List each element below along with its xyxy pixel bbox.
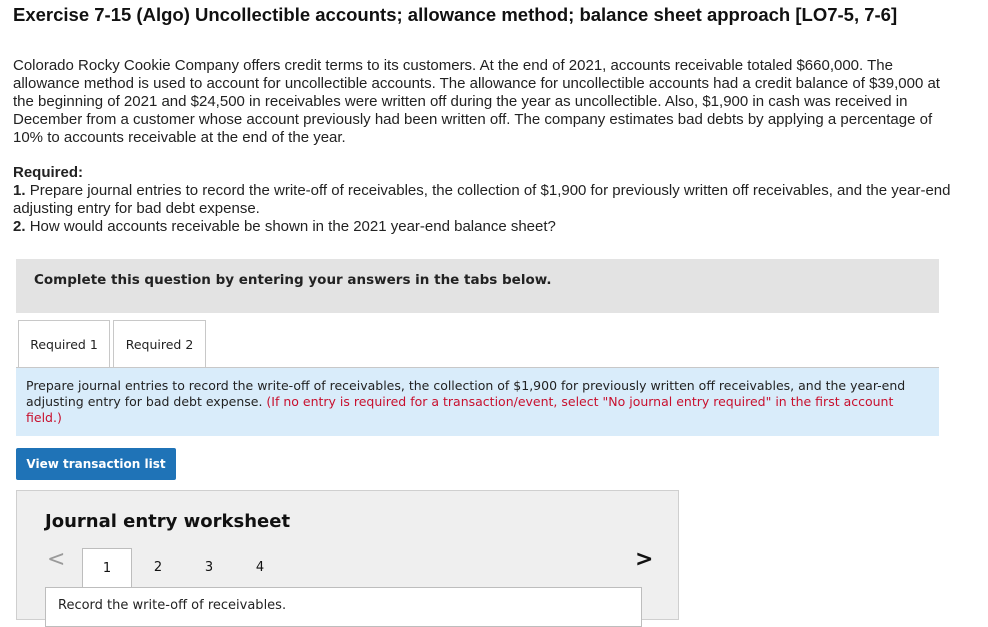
worksheet-entry-panel <box>45 587 642 627</box>
worksheet-page-1[interactable]: 1 <box>82 548 132 588</box>
complete-question-text: Complete this question by entering your answers in the tabs below. <box>34 272 552 288</box>
chevron-right-icon[interactable]: > <box>635 547 654 572</box>
instruction-note: (If no entry is required for a transaction/event, select "No journal entry required" in the first account field.) <box>26 394 894 425</box>
complete-question-banner <box>16 259 939 313</box>
worksheet-page-2[interactable]: 2 <box>153 559 163 575</box>
required-item-text: Prepare journal entries to record the write-off of receivables, the collection of $1,900 for previously written off receivables, and the year-end adjusting entry for bad debt expense. <box>13 182 951 217</box>
worksheet-entry-text: Record the write-off of receivables. <box>58 598 287 613</box>
chevron-left-icon[interactable]: < <box>47 547 66 572</box>
required-item-text: How would accounts receivable be shown in the 2021 year-end balance sheet? <box>29 218 556 235</box>
tab-required-2[interactable]: Required 2 <box>113 320 206 367</box>
required-item-2 <box>13 218 953 236</box>
required-section <box>13 164 953 236</box>
worksheet-title: Journal entry worksheet <box>45 511 291 532</box>
required-heading: Required: <box>13 164 84 181</box>
instruction-panel <box>16 368 939 436</box>
instruction-text: Prepare journal entries to record the write-off of receivables, the collection of $1,900 for previously written off receivables, and the year-end adjusting entry for bad debt expense. <box>26 378 906 409</box>
worksheet-page-4[interactable]: 4 <box>255 559 265 575</box>
required-item-number: 1. <box>13 182 26 199</box>
page-title: Exercise 7-15 (Algo) Uncollectible accounts; allowance method; balance sheet approach [LO7-5, 7-6] <box>13 4 898 25</box>
required-item-number: 2. <box>13 218 26 235</box>
view-transaction-list-button[interactable]: View transaction list <box>16 448 176 480</box>
worksheet-page-3[interactable]: 3 <box>204 559 214 575</box>
tab-required-1[interactable]: Required 1 <box>18 320 110 368</box>
problem-intro: Colorado Rocky Cookie Company offers credit terms to its customers. At the end of 2021, accounts receivable totaled $660,000. The allowance method is used to account for uncollectible accounts. The allowance for uncollectible accounts had a credit balance of $39,000 at the beginning of 2021 and $24,500 in receivables were written off during the year as uncollectible. Also, $1,900 in cash was received in December from a customer whose account previously had been written off. The company estimates bad debts by applying a percentage of 10% to accounts receivable at the end of the year. <box>13 57 940 146</box>
journal-entry-worksheet <box>16 490 679 620</box>
required-item-1 <box>13 182 953 218</box>
